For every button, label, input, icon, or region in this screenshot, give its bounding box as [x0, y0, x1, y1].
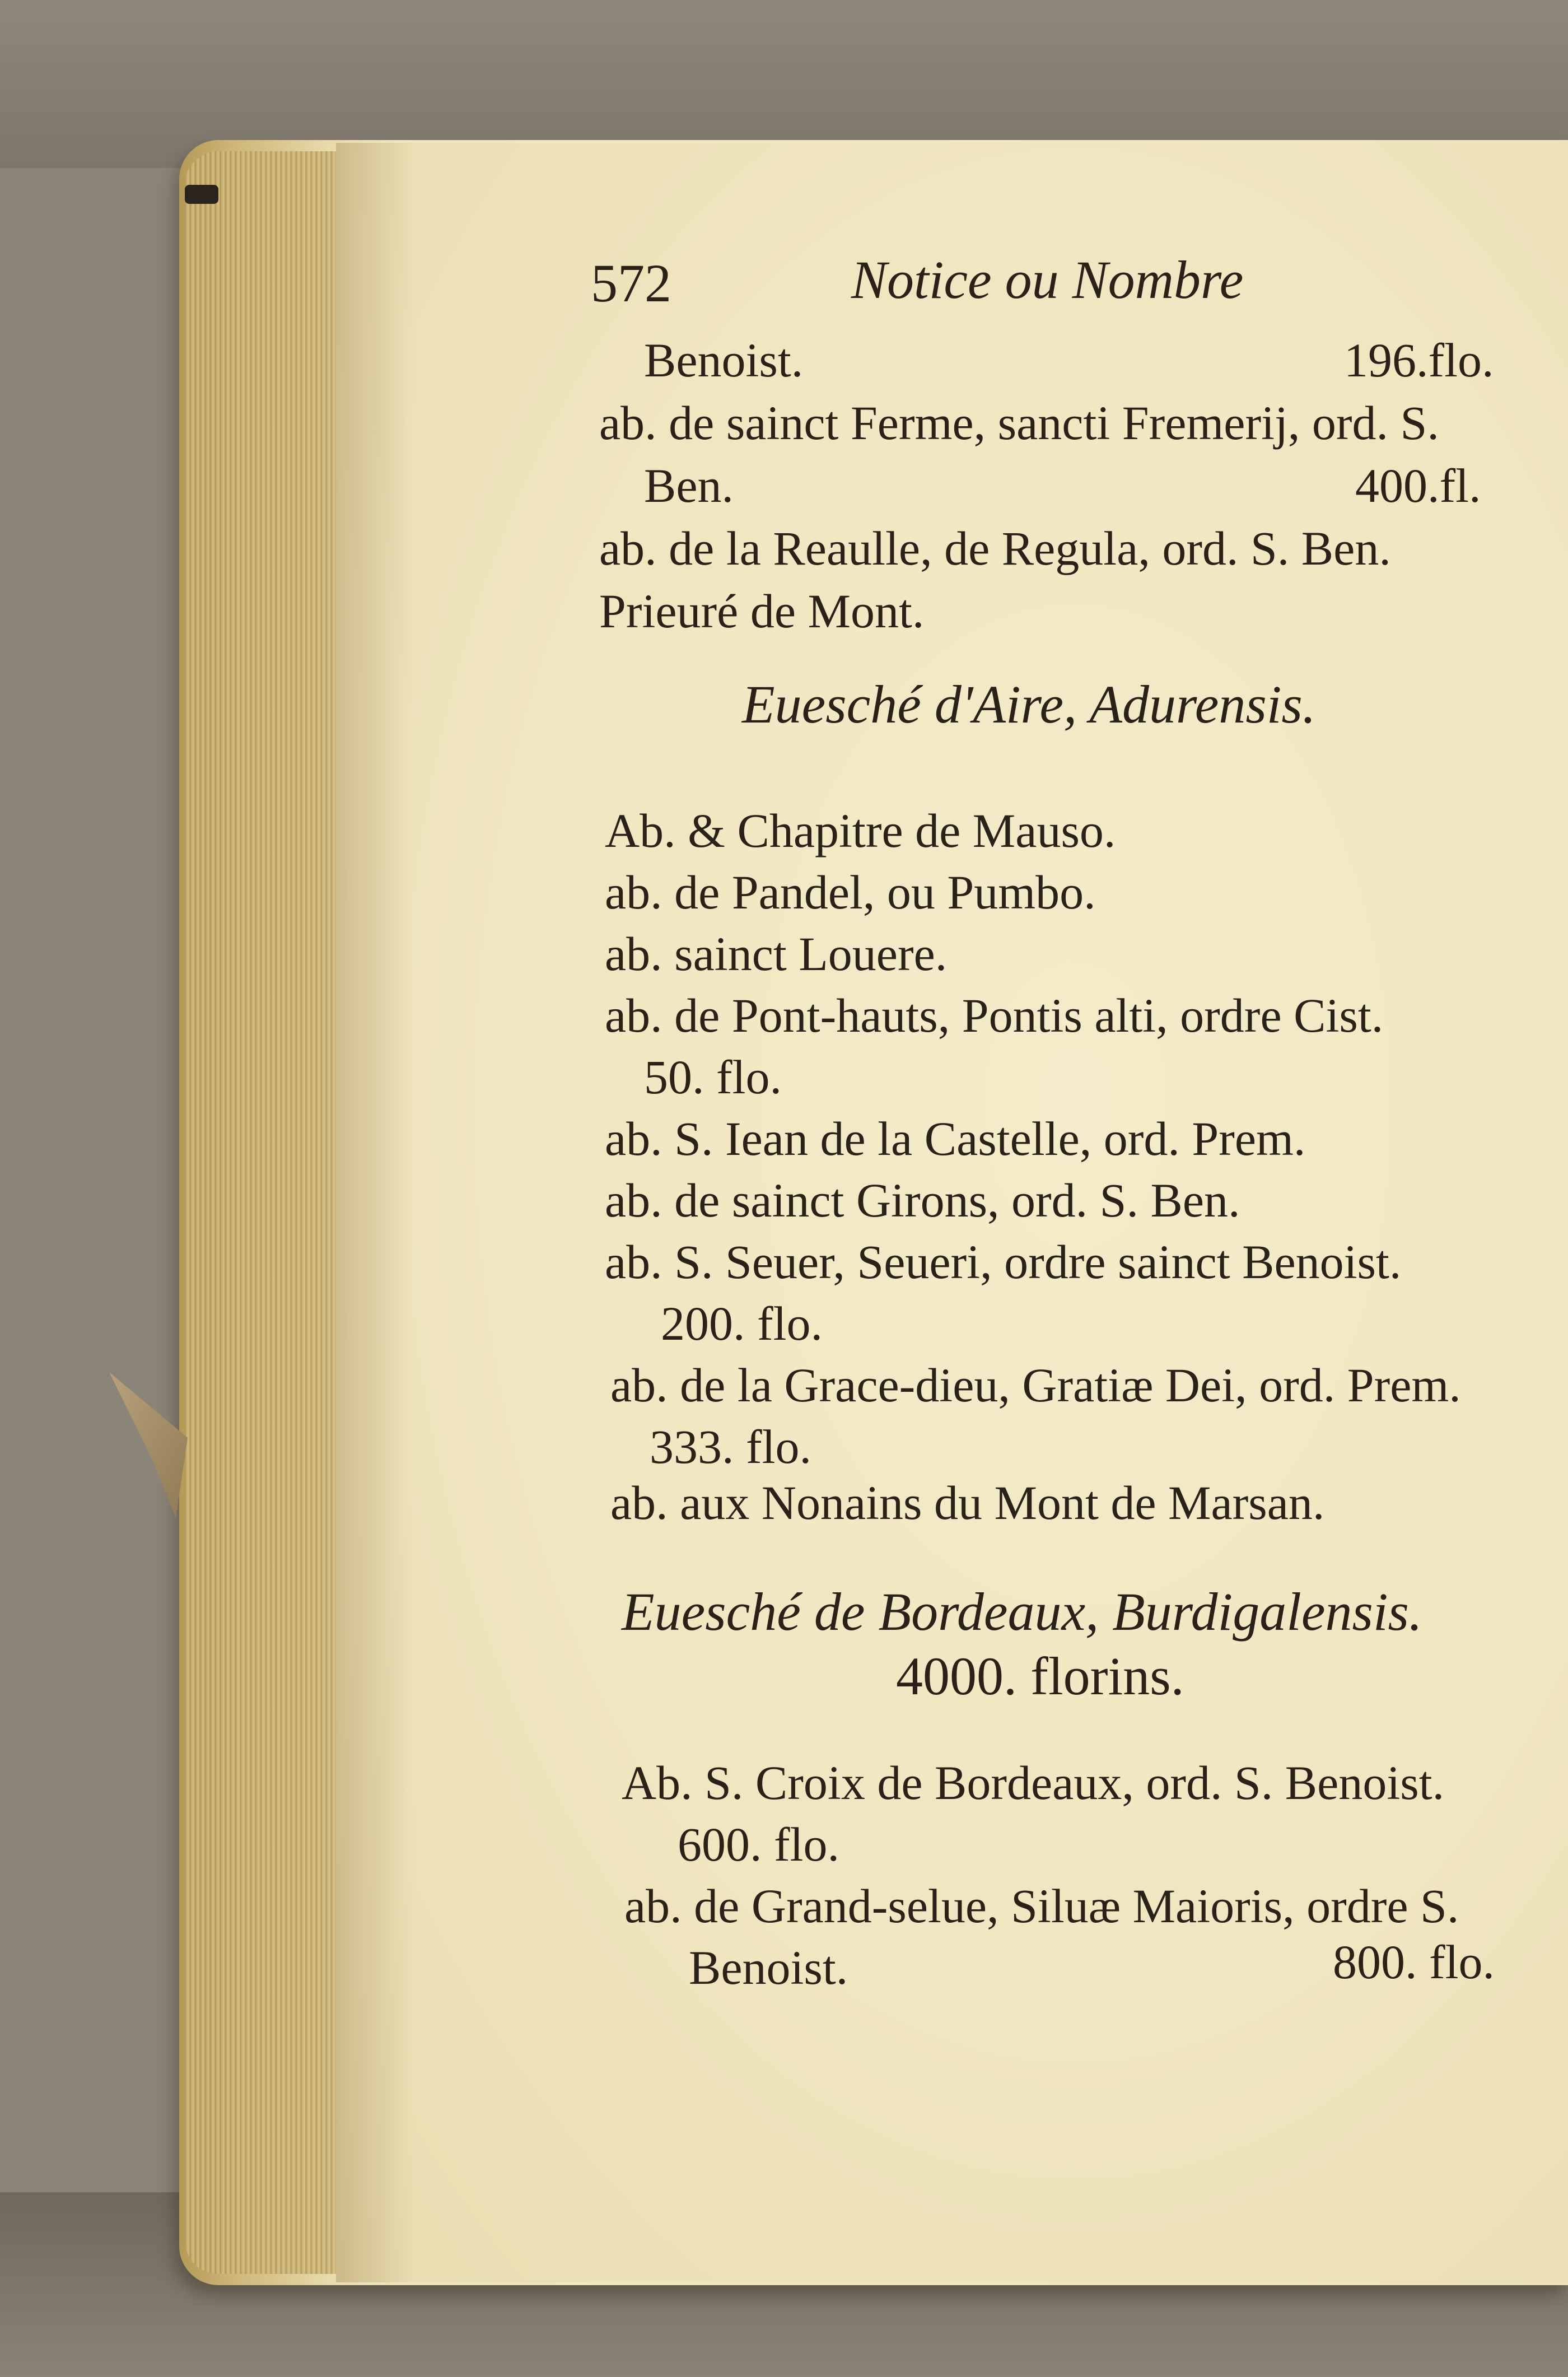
bookmark-ribbon — [109, 1372, 188, 1518]
entry-line: ab. de Pandel, ou Pumbo. — [605, 865, 1096, 919]
text-line: Benoist. — [644, 333, 804, 387]
entry-line: ab. de sainct Girons, ord. S. Ben. — [605, 1173, 1240, 1227]
entry-line: ab. S. Iean de la Castelle, ord. Prem. — [605, 1112, 1306, 1166]
value-note: 400.fl. — [1355, 459, 1481, 512]
entry-line: ab. aux Nonains du Mont de Marsan. — [610, 1476, 1325, 1530]
gutter-shade — [336, 143, 414, 2282]
value-note: 196.flo. — [1344, 333, 1494, 387]
spine-mark — [185, 185, 218, 204]
entry-line: ab. sainct Louere. — [605, 927, 948, 981]
entry-value: 50. flo. — [644, 1050, 782, 1104]
entry-value: 600. flo. — [678, 1817, 840, 1871]
entry-line: ab. de la Grace-dieu, Gratiæ Dei, ord. Prem. — [610, 1358, 1461, 1412]
text-line: Prieuré de Mont. — [599, 584, 925, 638]
entry-line: Ab. S. Croix de Bordeaux, ord. S. Benoist. — [622, 1756, 1445, 1810]
entry-line: ab. S. Seuer, Seueri, ordre sainct Benoist. — [605, 1235, 1402, 1289]
entry-line: Benoist. — [689, 1941, 848, 1994]
value-note: 800. flo. — [1333, 1935, 1495, 1989]
text-line: ab. de la Reaulle, de Regula, ord. S. Ben. — [599, 521, 1391, 575]
text-line: ab. de sainct Ferme, sancti Fremerij, ord. S. — [599, 396, 1439, 450]
running-title: Notice ou Nombre — [851, 250, 1244, 310]
text-line: Ben. — [644, 459, 734, 512]
entry-line: ab. de Grand-selue, Siluæ Maioris, ordre S. — [624, 1879, 1459, 1933]
entry-line: Ab. & Chapitre de Mauso. — [605, 804, 1116, 857]
page-edges — [185, 151, 353, 2274]
section-heading-aire: Euesché d'Aire, Adurensis. — [742, 674, 1316, 734]
page-number: 572 — [591, 253, 671, 313]
entry-value: 200. flo. — [661, 1297, 823, 1350]
entry-line: ab. de Pont-hauts, Pontis alti, ordre Cist. — [605, 989, 1384, 1042]
section-subheading: 4000. florins. — [896, 1646, 1184, 1706]
section-heading-bordeaux: Euesché de Bordeaux, Burdigalensis. — [622, 1582, 1422, 1642]
entry-value: 333. flo. — [650, 1420, 812, 1474]
